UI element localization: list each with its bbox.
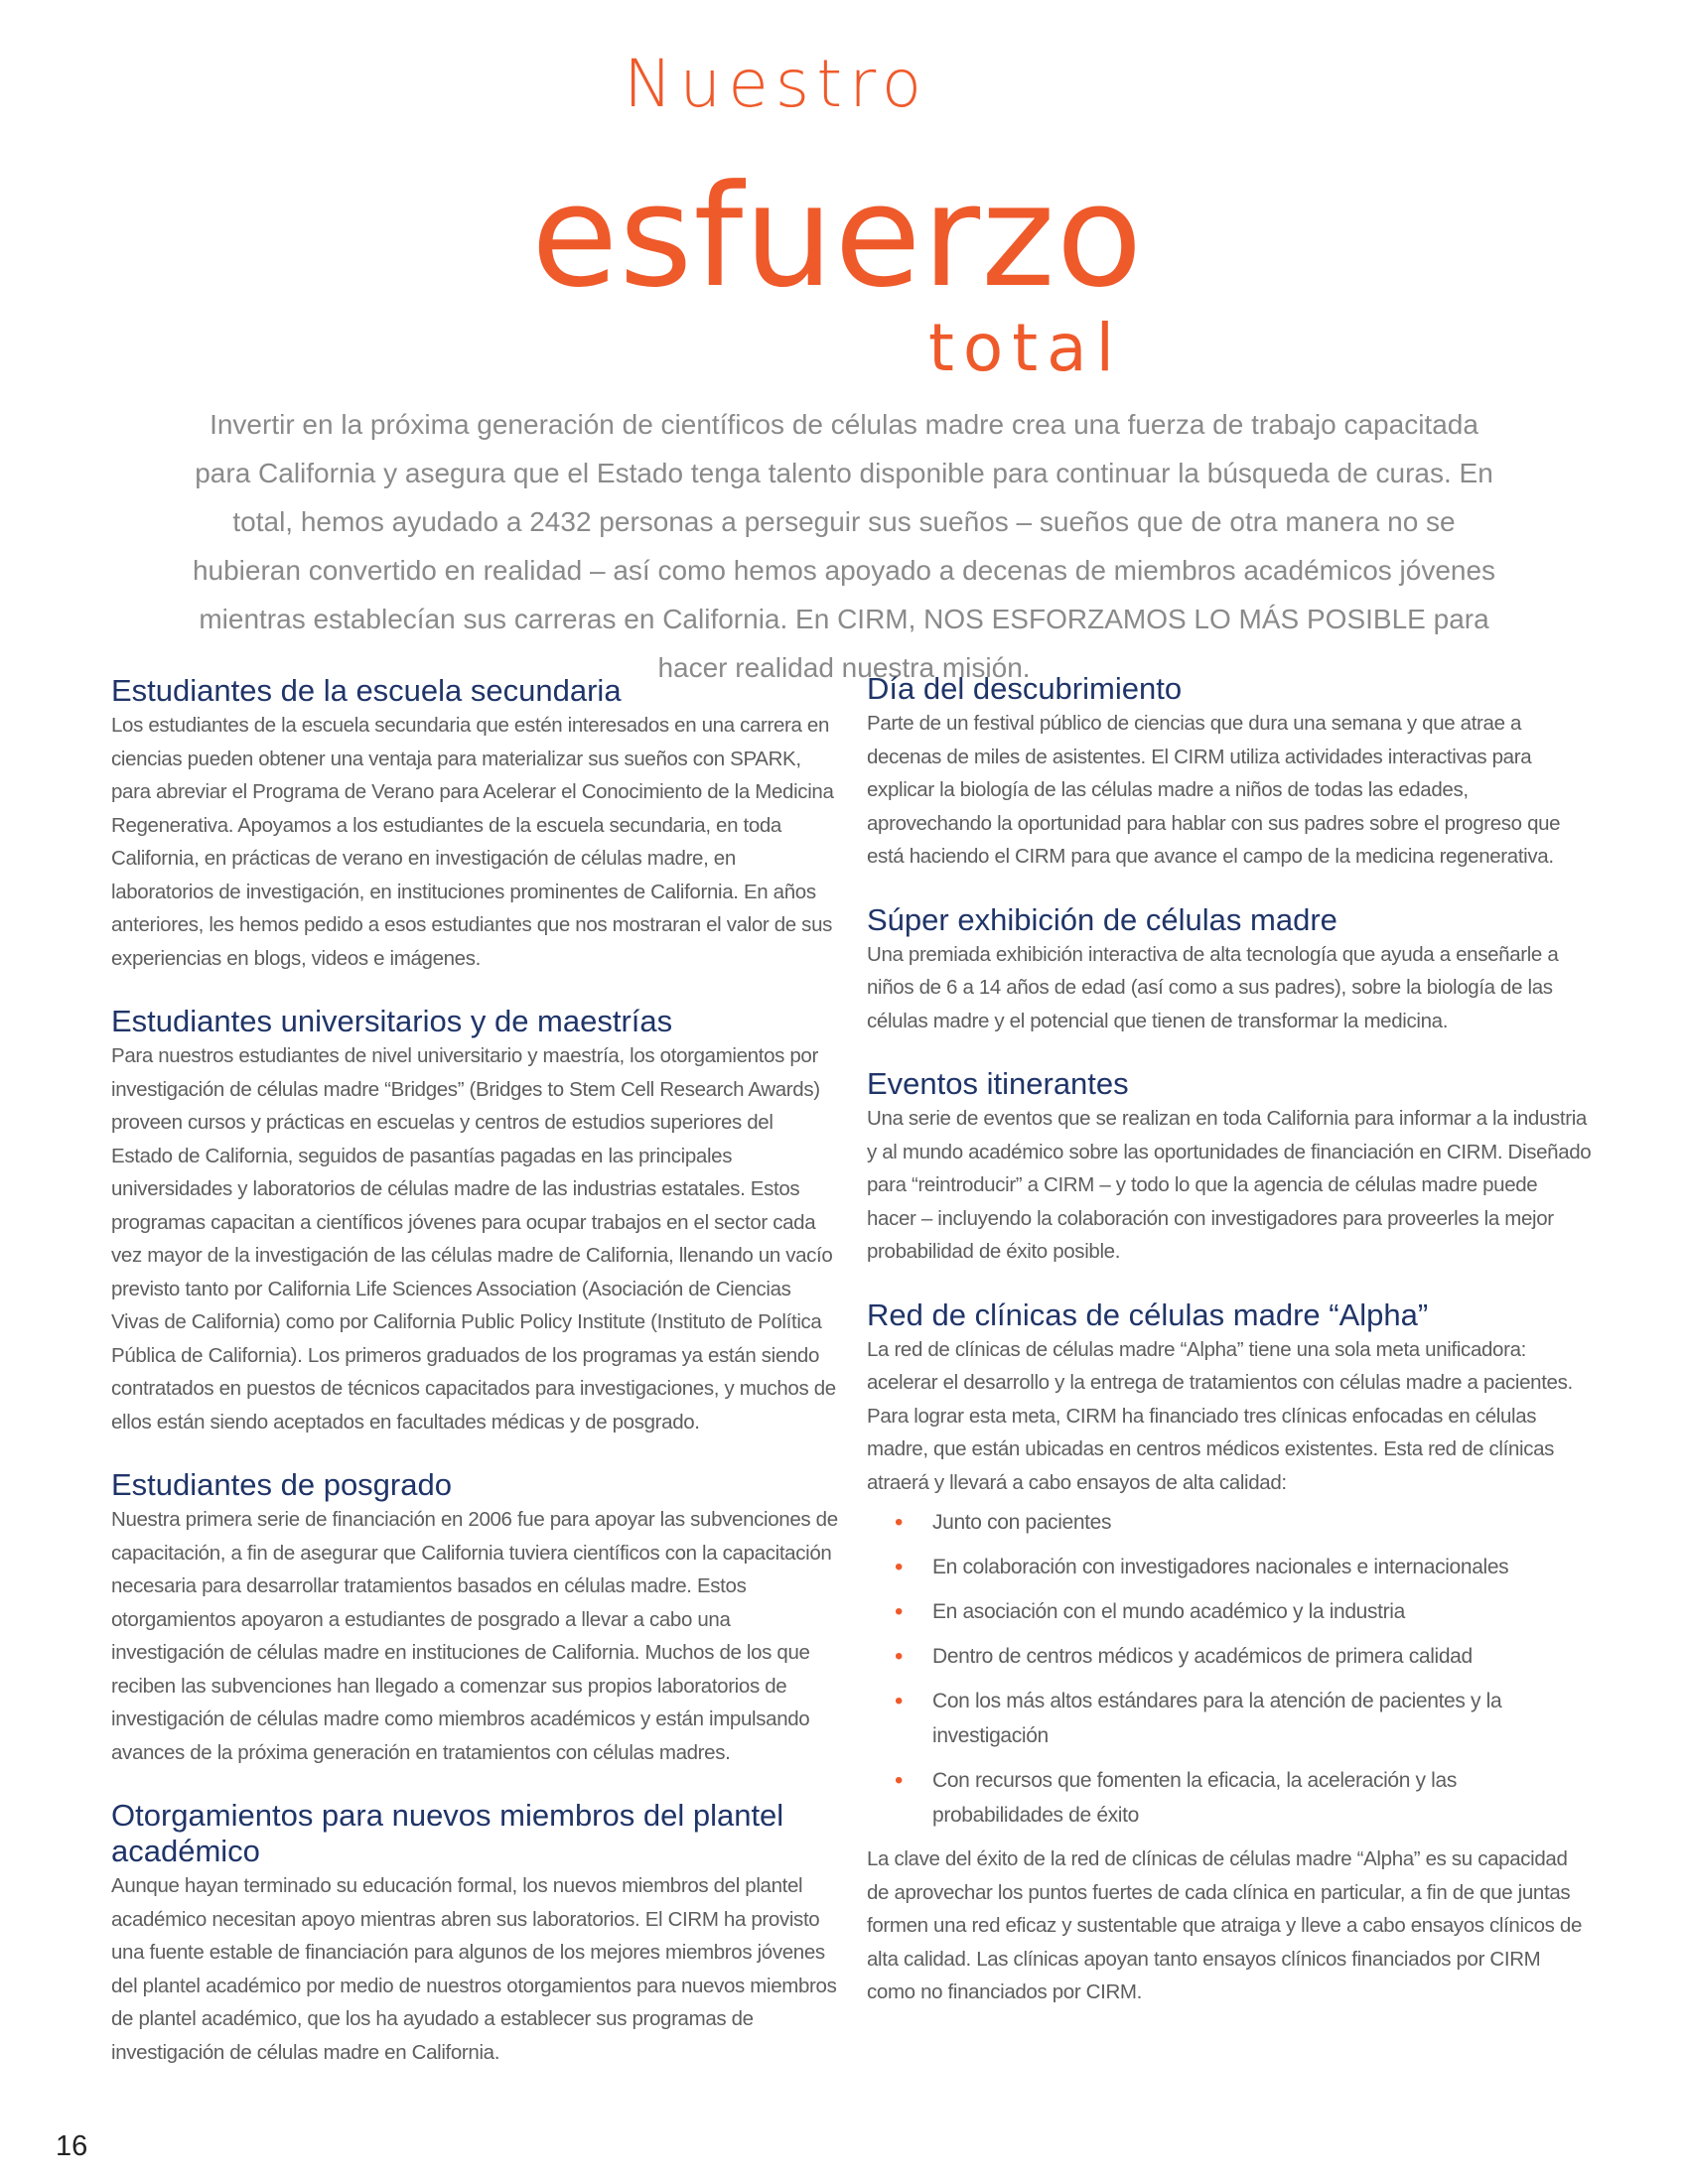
section-escuela-secundaria <box>111 673 839 975</box>
section-heading: Otorgamientos para nuevos miembros del plantel académico <box>111 1798 784 1868</box>
section-heading: Eventos itinerantes <box>867 1066 1129 1101</box>
section-nuevos-miembros <box>111 1798 839 2069</box>
list-item: • Dentro de centros médicos y académicos de primera calidad <box>867 1639 1592 1674</box>
bullet-dot-icon: • <box>895 1509 904 1536</box>
title-line-nuestro: Nuestro <box>624 46 929 122</box>
bullet-dot-icon: • <box>895 1554 904 1580</box>
right-column <box>867 671 1592 2038</box>
section-dia-descubrimiento <box>867 671 1592 874</box>
section-super-exhibicion <box>867 902 1592 1038</box>
list-item: • En colaboración con investigadores nacionales e internacionales <box>867 1550 1592 1584</box>
section-heading: Estudiantes universitarios y de maestrías <box>111 1004 673 1038</box>
title-line-esfuerzo: esfuerzo <box>531 155 1144 319</box>
list-item: • Con los más altos estándares para la atención de pacientes y la investigación <box>867 1684 1592 1753</box>
bullet-dot-icon: • <box>895 1767 904 1794</box>
section-heading: Red de clínicas de células madre “Alpha” <box>867 1297 1429 1332</box>
section-heading: Día del descubrimiento <box>867 671 1183 706</box>
section-eventos-itinerantes <box>867 1066 1592 1269</box>
page-number: 16 <box>56 2130 88 2162</box>
section-body: Una premiada exhibición interactiva de alta tecnología que ayuda a enseñarle a niños de 6 a 14 años de edad (así como a sus padres), sobre la biología de las células madre y el potencial que tienen de transformar la medicina. <box>867 942 1559 1032</box>
section-heading: Estudiantes de posgrado <box>111 1467 452 1502</box>
section-body: Una serie de eventos que se realizan en toda California para informar a la industria y al mundo académico sobre las oportunidades de financiación en CIRM. Diseñado para “reintroducir” a CIRM – y todo lo que la agencia de células madre puede hacer – incluyendo la colaboración con investigadores para proveerles la mejor probabilidad de éxito posible. <box>867 1107 1592 1263</box>
title-line-total: total <box>928 310 1123 386</box>
bullet-dot-icon: • <box>895 1643 904 1670</box>
section-heading: Estudiantes de la escuela secundaria <box>111 673 622 708</box>
list-item: • En asociación con el mundo académico y la industria <box>867 1594 1592 1629</box>
section-body: Para nuestros estudiantes de nivel universitario y maestría, los otorgamientos por investigación de células madre “Bridges” (Bridges to Stem Cell Research Awards) proveen cursos y prácticas en escuelas y centros de estudios superiores del Estado de California, seguidos de pasantías pagadas en las principales universidades y laboratorios de células madre de las industrias estatales. Estos programas capacitan a científicos jóvenes para ocupar trabajos en el sector cada vez mayor de la investigación de las células madre de California, llenando un vacío previsto tanto por California Life Sciences Association (Asociación de Ciencias Vivas de California) como por California Public Policy Institute (Instituto de Política Pública de California). Los primeros graduados de los programas ya están siendo contratados en puestos de técnicos capacitados para investigaciones, y muchos de ellos están siendo aceptados en facultades médicas y de posgrado. <box>111 1044 836 1433</box>
section-body: Los estudiantes de la escuela secundaria que estén interesados en una carrera en ciencias pueden obtener una ventaja para materializar sus sueños con SPARK, para abreviar el Programa de Verano para Acelerar el Conocimiento de la Medicina Regenerativa. Apoyamos a los estudiantes de la escuela secundaria, en toda California, en prácticas de verano en investigación de células madre, en laboratorios de investigación, en instituciones prominentes de California. En años anteriores, les hemos pedido a esos estudiantes que nos mostraran el valor de sus experiencias en blogs, videos e imágenes. <box>111 714 834 970</box>
bullet-list <box>867 1505 1592 1833</box>
section-body: Parte de un festival público de ciencias que dura una semana y que atrae a decenas de miles de asistentes. El CIRM utiliza actividades interactivas para explicar la biología de las células madre a niños de todas las edades, aprovechando la oportunidad para hablar con sus padres sobre el progreso que está haciendo el CIRM para que avance el campo de la medicina regenerativa. <box>867 712 1561 868</box>
section-body: La red de clínicas de células madre “Alpha” tiene una sola meta unificadora: acelerar el desarrollo y la entrega de tratamientos con células madre a pacientes. Para lograr esta meta, CIRM ha financiado tres clínicas enfocadas en células madre, que están ubicadas en centros médicos existentes. Esta red de clínicas atraerá y llevará a cabo ensayos de alta calidad: <box>867 1337 1573 1494</box>
intro-paragraph: Invertir en la próxima generación de científicos de células madre crea una fuerza de trabajo capacitada para California y asegura que el Estado tenga talento disponible para continuar la búsqueda de curas. En total, hemos ayudado a 2432 personas a perseguir sus sueños – sueños que de otra manera no se hubieran convertido en realidad – así como hemos apoyado a decenas de miembros académicos jóvenes mientras establecían sus carreras en California. En CIRM, NOS ESFORZAMOS LO MÁS POSIBLE para hacer realidad nuestra misión. <box>192 409 1496 683</box>
section-closing-paragraph: La clave del éxito de la red de clínicas de células madre “Alpha” es su capacidad de aprovechar los puntos fuertes de cada clínica en particular, a fin de que juntas formen una red eficaz y sustentable que atraiga y lleve a cabo ensayos clínicos de alta calidad. Las clínicas apoyan tanto ensayos clínicos financiados por CIRM como no financiados por CIRM. <box>867 1847 1582 2003</box>
bullet-dot-icon: • <box>895 1688 904 1714</box>
list-item: • Con recursos que fomenten la eficacia, la aceleración y las probabilidades de éxito <box>867 1763 1592 1833</box>
section-red-clinicas-alpha <box>867 1297 1592 2009</box>
page-title <box>0 0 1688 387</box>
section-body: Nuestra primera serie de financiación en 2006 fue para apoyar las subvenciones de capacitación, a fin de asegurar que California tuviera científicos con la capacitación necesaria para desarrollar tratamientos basados en células madre. Estos otorgamientos apoyaron a estudiantes de posgrado a llevar a cabo una investigación de células madre en instituciones de California. Muchos de los que reciben las subvenciones han llegado a comenzar sus propios laboratorios de investigación de células madre como miembros académicos y están impulsando avances de la próxima generación en tratamientos con células madres. <box>111 1508 838 1764</box>
section-universitarios <box>111 1004 839 1438</box>
bullet-dot-icon: • <box>895 1598 904 1625</box>
section-heading: Súper exhibición de células madre <box>867 901 1337 937</box>
section-posgrado <box>111 1467 839 1769</box>
section-body: Aunque hayan terminado su educación formal, los nuevos miembros del plantel académico necesitan apoyo mientras abren sus laboratorios. El CIRM ha provisto una fuente estable de financiación para algunos de los mejores miembros jóvenes del plantel académico por medio de nuestros otorgamientos para nuevos miembros de plantel académico, que los ha ayudado a establecer sus programas de investigación de células madre en California. <box>111 1874 837 2064</box>
left-column <box>111 673 839 2098</box>
list-item: • Junto con pacientes <box>867 1505 1592 1540</box>
